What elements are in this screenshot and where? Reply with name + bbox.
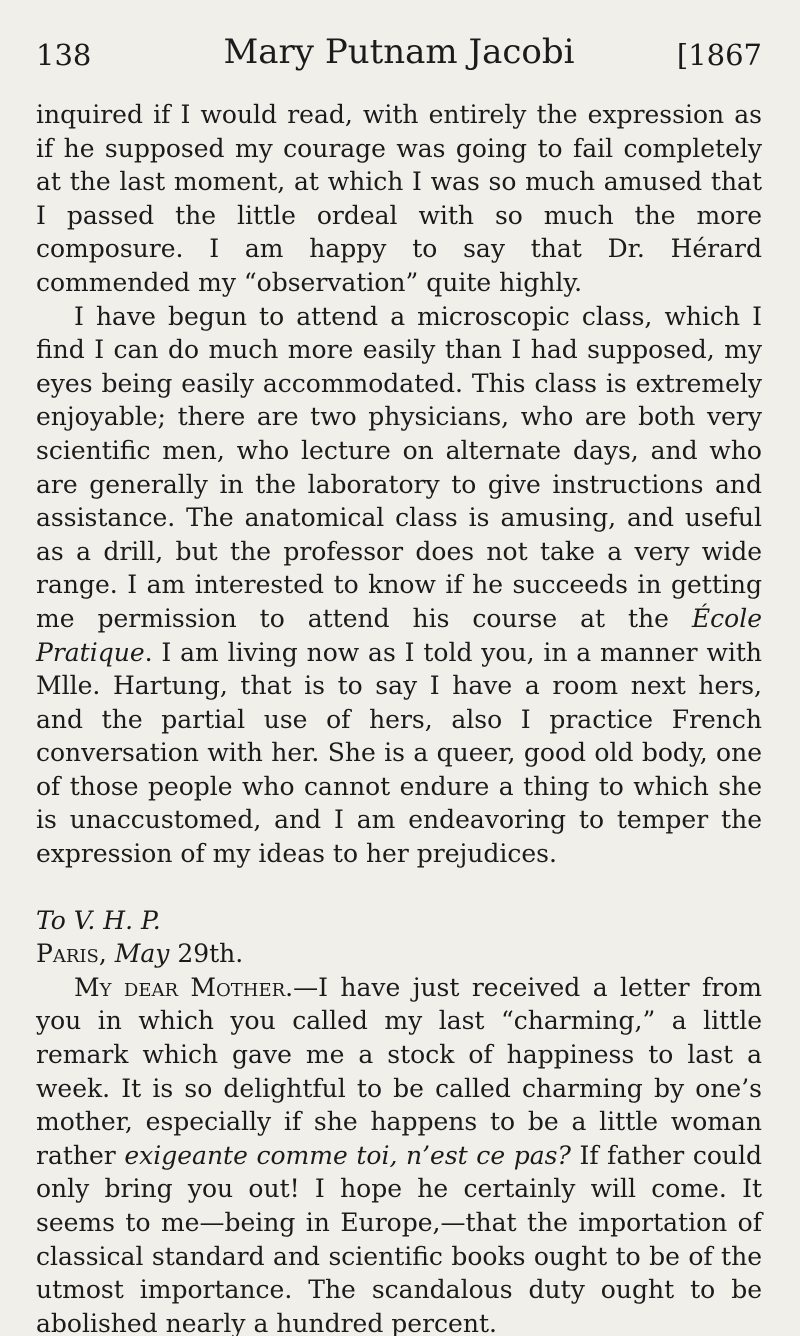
running-title: Mary Putnam Jacobi xyxy=(223,32,575,72)
dateline-day: 29th. xyxy=(177,939,244,969)
page-body xyxy=(36,98,762,1336)
page-header xyxy=(36,30,762,80)
paragraph-microscopic-class xyxy=(36,300,762,871)
letter-dateline xyxy=(36,937,762,971)
section-gap xyxy=(36,871,762,904)
letter-body xyxy=(36,971,762,1336)
italic-phrase: exigeante comme toi, n’est ce pas? xyxy=(124,1140,571,1170)
page-number: 138 xyxy=(36,38,92,72)
dateline-place: Paris, xyxy=(36,939,107,969)
year-mark: [1867 xyxy=(676,38,762,72)
letter-addressee: To V. H. P. xyxy=(36,905,161,935)
italic-phrase: École Pratique xyxy=(36,603,762,667)
letter-text: If father could only bring you out! I hope he certainly will come. It seems to me—being in Europe,—that the importation of classical standard and scientific books ought to be of the utmost importance. The scandalous duty ought to be abolished nearly a hundred percent. xyxy=(36,1140,762,1336)
paragraph-continued: inquired if I would read, with entirely the expression as if he supposed my courage was going to fail completely at the last moment, at which I was so much amused that I passed the little ordeal with so much the more composure. I am happy to say that Dr. Hérard commended my “observation” quite highly. xyxy=(36,100,762,297)
paragraph-text: I have begun to attend a microscopic class, which I find I can do much more easily than I had supposed, my eyes being easily accommodated. This class is extremely enjoyable; there are two physicians, who are both very scientific men, who lecture on alternate days, and who are generally in the laboratory to give instructions and assistance. The anatomical class is amusing, and useful as a drill, but the professor does not take a very wide range. I am interested to know if he succeeds in getting me permission to attend his course at the xyxy=(36,301,762,633)
letter-salutation: My dear Mother. xyxy=(74,972,294,1002)
dateline-month: May xyxy=(114,939,170,969)
paragraph-text: . I am living now as I told you, in a manner with Mlle. Hartung, that is to say I have a room next hers, and the partial use of hers, also I practice French conversation with her. She is a queer, good old body, one of those people who cannot endure a thing to which she is unaccustomed, and I am endeavoring to temper the expression of my ideas to her prejudices. xyxy=(36,637,762,869)
letter-text: —I have just received a letter from you in which you called my last “charming,” a little remark which gave me a stock of happiness to last a week. It is so delightful to be called charming by one’s mother, especially if she happens to be a little woman rather xyxy=(36,972,762,1170)
